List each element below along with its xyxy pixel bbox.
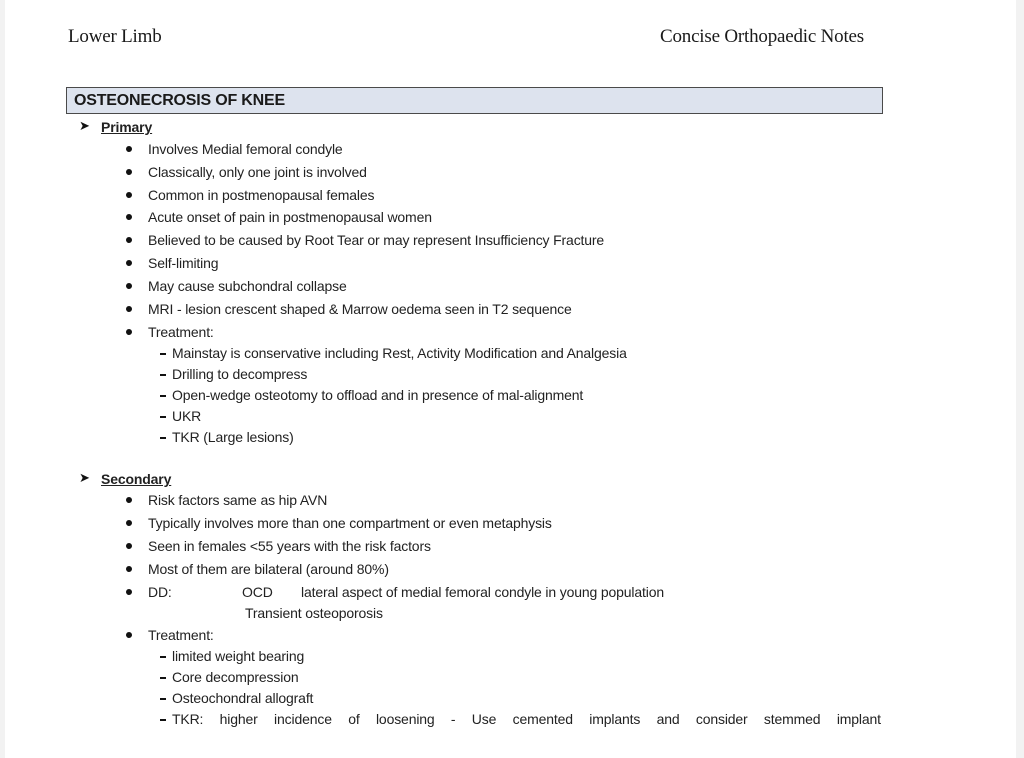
list-item: Classically, only one joint is involved [148, 164, 367, 180]
list-item: Common in postmenopausal females [148, 187, 375, 203]
treatment-item: Osteochondral allograft [172, 690, 314, 706]
list-item: Involves Medial femoral condyle [148, 141, 343, 157]
bullet-icon [126, 497, 132, 503]
dd-label: DD: [148, 584, 172, 600]
bullet-icon [126, 329, 132, 335]
treatment-item: limited weight bearing [172, 648, 305, 664]
list-item: Believed to be caused by Root Tear or may represent Insufficiency Fracture [148, 232, 605, 248]
list-item: Risk factors same as hip AVN [148, 492, 328, 508]
dash-bullet-icon [160, 437, 166, 439]
running-header-right: Concise Orthopaedic Notes [660, 26, 864, 47]
word: loosening [375, 711, 435, 727]
treatment-item: TKR (Large lesions) [172, 429, 294, 445]
dash-bullet-icon [160, 677, 166, 679]
dash-bullet-icon [160, 395, 166, 397]
word: cemented [512, 711, 573, 727]
dash-bullet-icon [160, 698, 166, 700]
section-title: OSTEONECROSIS OF KNEE [74, 92, 285, 109]
bullet-icon [126, 632, 132, 638]
bullet-icon [126, 192, 132, 198]
bullet-icon [126, 260, 132, 266]
word: of [348, 711, 360, 727]
bullet-icon [126, 237, 132, 243]
bullet-icon [126, 283, 132, 289]
running-header-left: Lower Limb [68, 26, 162, 47]
word: consider [695, 711, 748, 727]
treatment-item: Drilling to decompress [172, 366, 308, 382]
bullet-icon [126, 543, 132, 549]
dash-bullet-icon [160, 374, 166, 376]
arrow-bullet-icon: ➤ [79, 470, 90, 485]
list-item: Typically involves more than one compartment or even metaphysis [148, 515, 552, 531]
dd-item-ocd: OCD [242, 584, 273, 600]
document-page [5, 0, 1016, 758]
word: implants [589, 711, 641, 727]
treatment-item: UKR [172, 408, 202, 424]
treatment-item: Mainstay is conservative including Rest, Activity Modification and Analgesia [172, 345, 627, 361]
treatment-item: Core decompression [172, 669, 299, 685]
dd-item-transient-osteoporosis: Transient osteoporosis [245, 605, 383, 621]
arrow-bullet-icon: ➤ [79, 118, 90, 133]
list-item: MRI - lesion crescent shaped & Marrow oedema seen in T2 sequence [148, 301, 572, 317]
bullet-icon [126, 589, 132, 595]
bullet-icon [126, 214, 132, 220]
treatment-item-tkr [172, 711, 881, 727]
word: implant [836, 711, 881, 727]
dash-bullet-icon [160, 416, 166, 418]
section-title-box [66, 87, 883, 114]
secondary-label: Secondary [101, 471, 172, 487]
list-item: Acute onset of pain in postmenopausal women [148, 209, 432, 225]
primary-label: Primary [101, 119, 153, 135]
word: incidence [274, 711, 332, 727]
bullet-icon [126, 306, 132, 312]
word: TKR: [172, 711, 204, 727]
word: higher [219, 711, 258, 727]
word: Use [471, 711, 497, 727]
word: and [656, 711, 680, 727]
bullet-icon [126, 566, 132, 572]
bullet-icon [126, 146, 132, 152]
dd-item-ocd-description: lateral aspect of medial femoral condyle in young population [301, 584, 665, 600]
dash-bullet-icon [160, 719, 166, 721]
list-item: Most of them are bilateral (around 80%) [148, 561, 389, 577]
list-item: Seen in females <55 years with the risk factors [148, 538, 431, 554]
list-item-treatment-label: Treatment: [148, 324, 214, 340]
bullet-icon [126, 169, 132, 175]
treatment-item: Open-wedge osteotomy to offload and in presence of mal-alignment [172, 387, 584, 403]
list-item: May cause subchondral collapse [148, 278, 347, 294]
word: stemmed [763, 711, 821, 727]
dash-bullet-icon [160, 656, 166, 658]
list-item: Self-limiting [148, 255, 219, 271]
word: - [450, 711, 456, 727]
dash-bullet-icon [160, 353, 166, 355]
bullet-icon [126, 520, 132, 526]
list-item-treatment-label: Treatment: [148, 627, 214, 643]
